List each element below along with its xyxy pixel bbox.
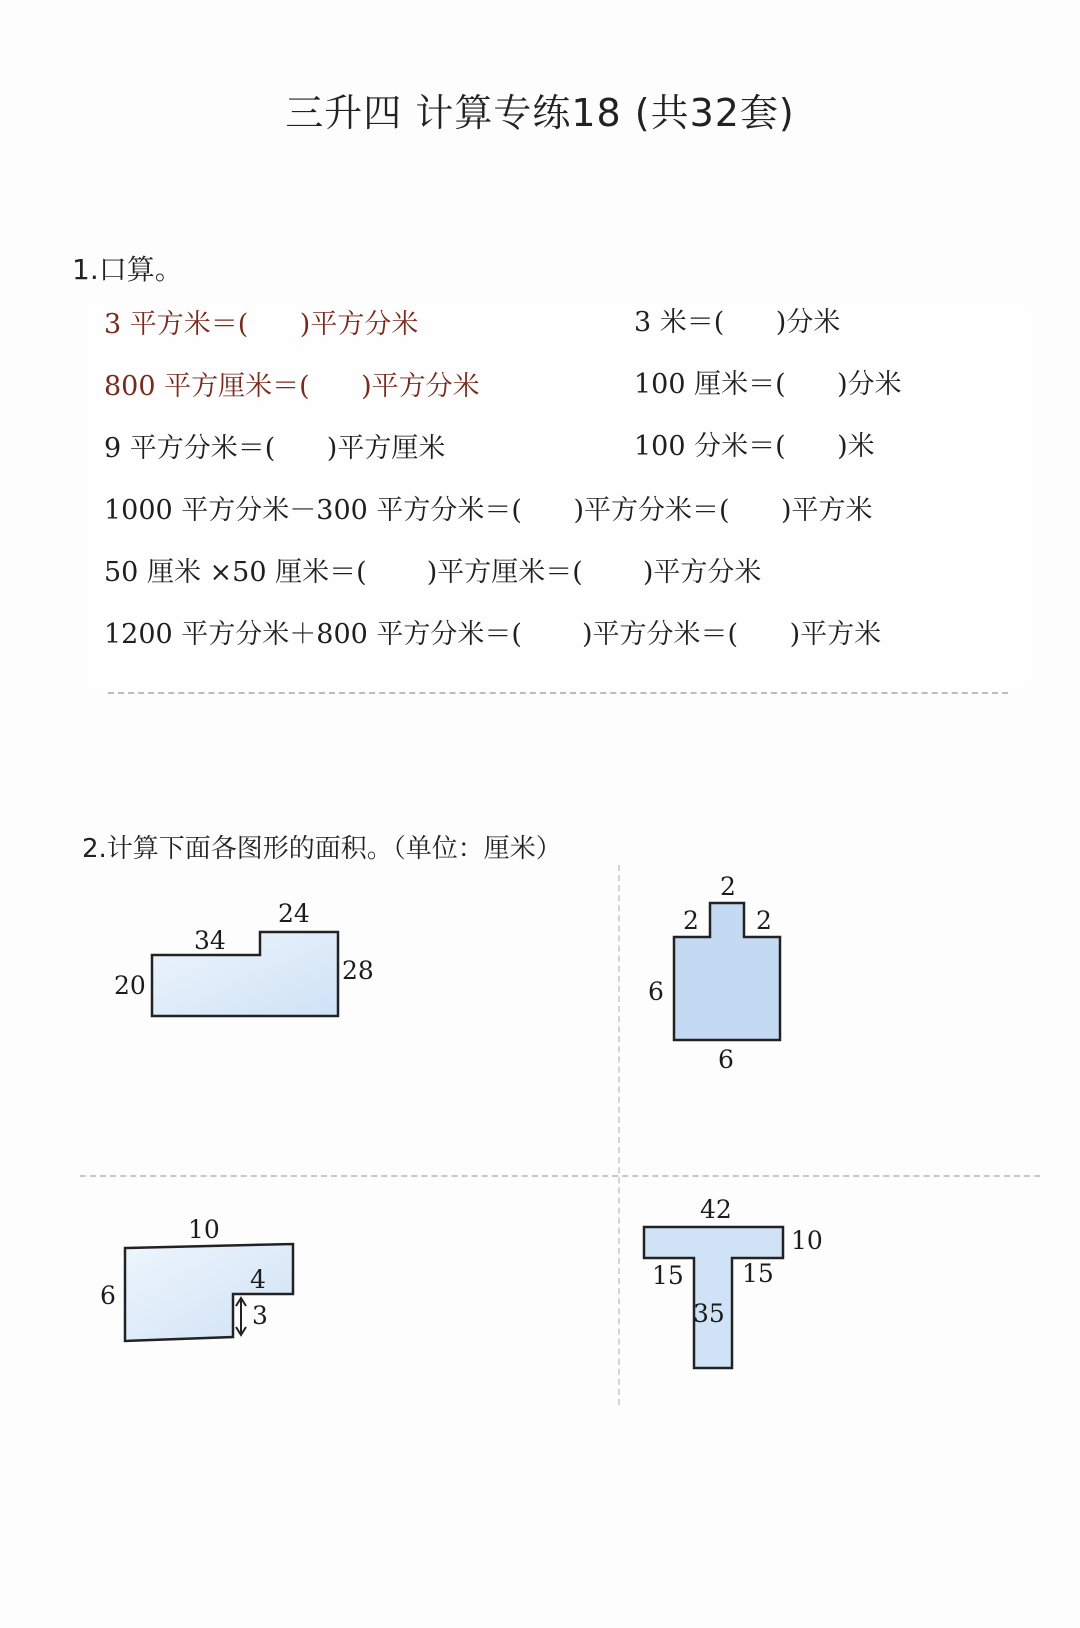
figure-4-label-35: 35: [693, 1299, 725, 1328]
question-6: 100 分米＝( )米: [634, 431, 875, 462]
figure-3-label-10: 10: [188, 1215, 220, 1244]
question-9: 1200 平方分米＋800 平方分米＝( )平方分米＝( )平方米: [104, 619, 882, 650]
figure-4-label-15-right: 15: [742, 1259, 774, 1288]
figure-1-label-20: 20: [114, 971, 146, 1000]
question-5: 9 平方分米＝( )平方厘米: [104, 433, 446, 464]
figure-4: [644, 1195, 823, 1368]
figure-4-label-42: 42: [700, 1195, 732, 1224]
figure-4-label-15-left: 15: [652, 1261, 684, 1290]
figure-2: [648, 872, 780, 1074]
page-title: 三升四 计算专练18 (共32套): [285, 91, 795, 135]
question-1: 3 平方米＝( )平方分米: [104, 309, 419, 340]
section-1-heading: 1.口算。: [72, 253, 183, 286]
section-2-heading: 2.计算下面各图形的面积。（单位：厘米）: [82, 834, 562, 864]
figure-2-label-top: 2: [720, 872, 736, 901]
question-7: 1000 平方分米－300 平方分米＝( )平方分米＝( )平方米: [104, 495, 873, 526]
figure-2-label-bottom: 6: [718, 1045, 734, 1074]
figure-4-label-10: 10: [791, 1226, 823, 1255]
figure-3: [100, 1215, 293, 1341]
figure-4-shape: [644, 1227, 783, 1368]
figure-3-label-3: 3: [252, 1301, 268, 1330]
figure-1: [114, 899, 374, 1016]
figure-2-label-right-shoulder: 2: [756, 906, 772, 935]
question-4: 100 厘米＝( )分米: [634, 369, 902, 400]
figure-1-label-24: 24: [278, 899, 310, 928]
question-2: 3 米＝( )分米: [634, 307, 841, 338]
figure-2-label-side: 6: [648, 977, 664, 1006]
question-3: 800 平方厘米＝( )平方分米: [104, 371, 480, 402]
figure-1-shape: [152, 932, 338, 1016]
figure-2-label-left-shoulder: 2: [683, 906, 699, 935]
figure-3-label-4: 4: [250, 1265, 266, 1294]
figure-3-label-6: 6: [100, 1281, 116, 1310]
question-8: 50 厘米 ×50 厘米＝( )平方厘米＝( )平方分米: [104, 557, 762, 588]
figure-1-label-34: 34: [194, 926, 226, 955]
figure-1-label-28: 28: [342, 956, 374, 985]
